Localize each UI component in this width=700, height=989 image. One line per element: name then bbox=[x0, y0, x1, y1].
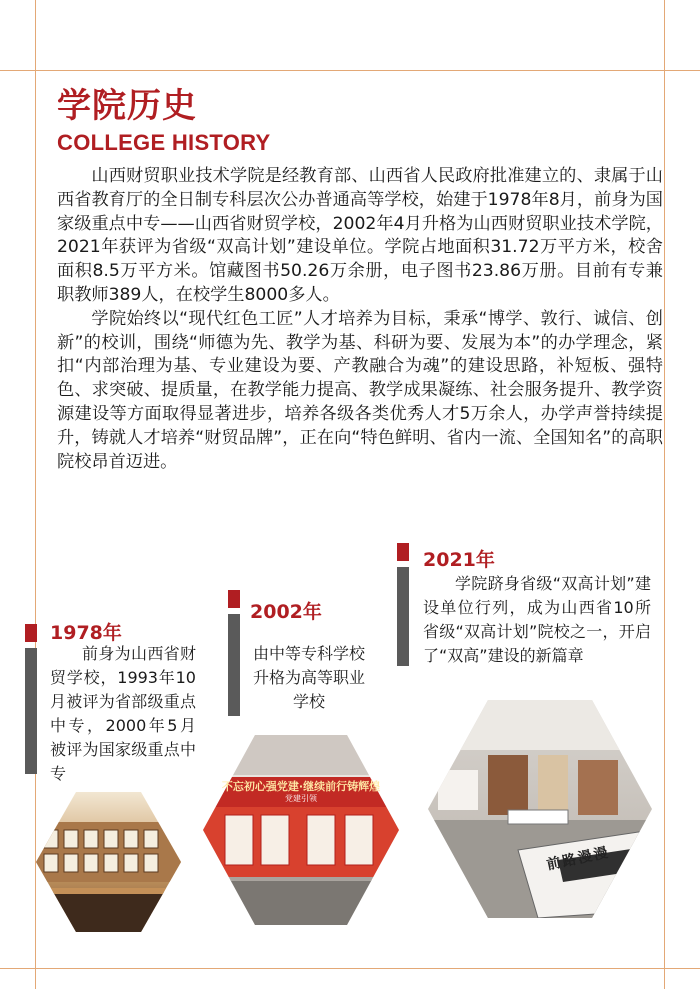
timeline-text-1978: 前身为山西省财贸学校，1993年10月被评为省部级重点中专，2000年5月被评为国家级重点中专 bbox=[50, 644, 196, 783]
photo-exhibition-hall bbox=[428, 700, 652, 918]
margin-guide-bottom bbox=[0, 968, 700, 969]
timeline-year-1978: 1978年 bbox=[50, 622, 122, 644]
timeline-text-2021: 学院跻身省级“双高计划”建设单位行列，成为山西省10所省级“双高计划”院校之一，开启了“双高”建设的新篇章 bbox=[423, 574, 651, 665]
history-paragraph-2: 学院始终以“现代红色工匠”人才培养为目标，秉承“博学、敦行、诚信、创新”的校训，围绕“师德为先、教学为基、科研为要、发展为本”的办学理念，紧扣“内部治理为基、专业建设为要、产教融合为魂”的建设思路，补短板、强特色、求突破、提质量，在教学能力提高、教学成果凝练、社会服务提升、教学资源建设等方面取得显著进步，培养各级各类优秀人才5万余人，办学声誉持续提升，铸就人才培养“财贸品牌”，正在向“特色鲜明、省内一流、全国知名”的高职院校昂首迈进。 bbox=[57, 308, 663, 472]
photo-honor-wall bbox=[36, 792, 181, 932]
history-body bbox=[57, 165, 663, 474]
timeline-year-2021: 2021年 bbox=[423, 549, 495, 571]
margin-guide-right bbox=[664, 0, 665, 989]
timeline-text-2002: 由中等专科学校升格为高等职业学校 bbox=[252, 644, 365, 711]
banner-subtext: 党建引领 bbox=[285, 794, 317, 803]
history-paragraph-1: 山西财贸职业技术学院是经教育部、山西省人民政府批准建立的、隶属于山西省教育厅的全日制专科层次公办普通高等学校，始建于1978年8月，前身为国家级重点中专——山西省财贸学校，2002年4月升格为山西财贸职业技术学院，2021年获评为省级“双高计划”建设单位。学院占地面积31.72万平方米，校舍面积8.5万平方米。馆藏图书50.26万余册，电子图书23.86万册。目前有专兼职教师389人，在校学生8000多人。 bbox=[57, 166, 663, 305]
photo-party-exhibit bbox=[203, 735, 399, 925]
display-plaque-text: 前路漫漫 bbox=[545, 844, 612, 874]
timeline-year-2002: 2002年 bbox=[250, 601, 322, 623]
margin-guide-top bbox=[0, 70, 700, 71]
banner-text: 不忘初心强党建·继续前行铸辉煌 bbox=[221, 780, 381, 793]
page-subtitle: COLLEGE HISTORY bbox=[57, 130, 271, 155]
page-title: 学院历史 bbox=[57, 86, 197, 126]
